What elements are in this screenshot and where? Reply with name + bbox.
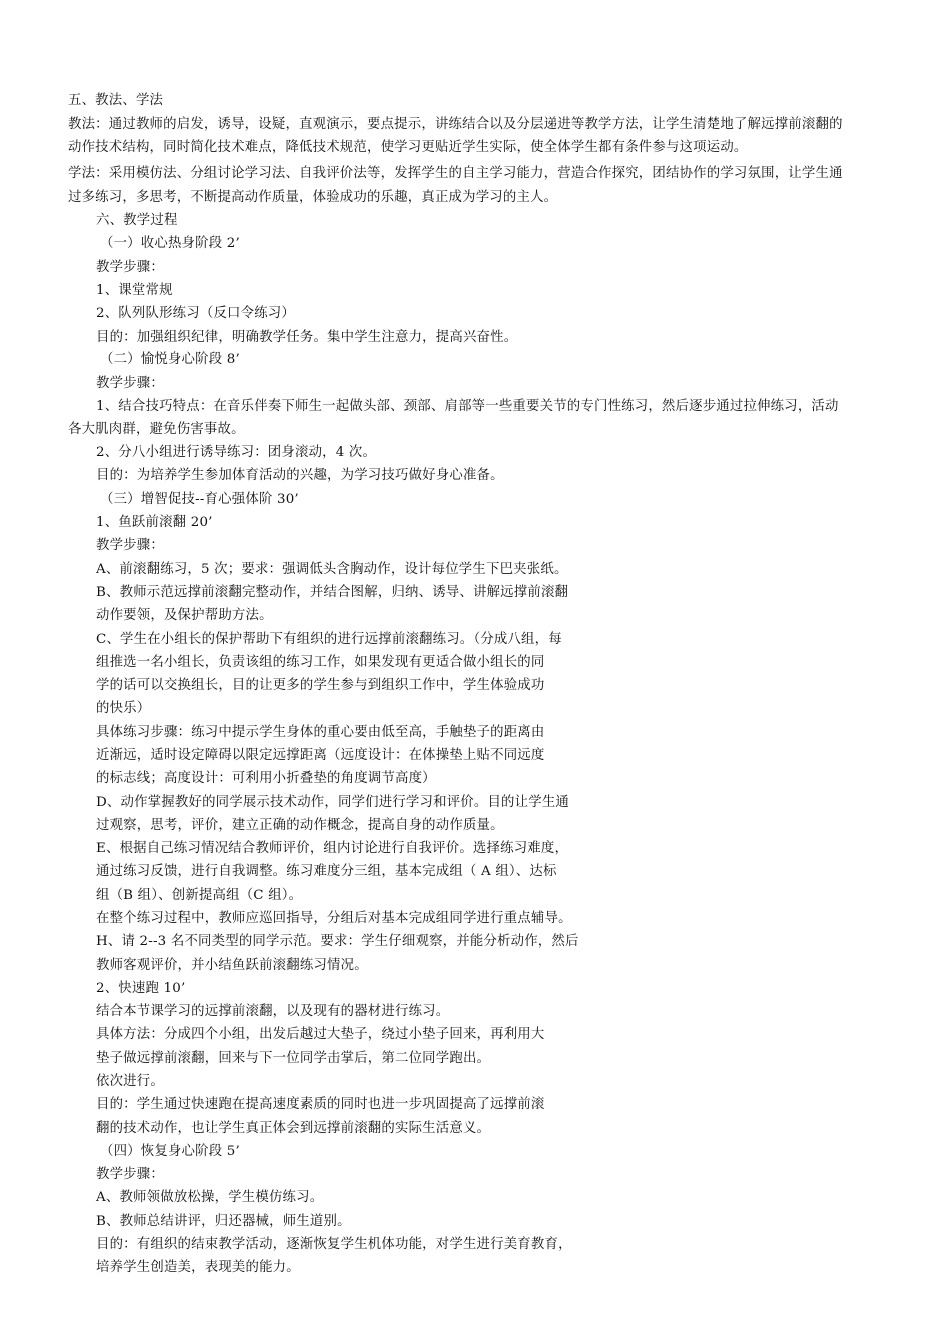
paragraph-line: 教学步骤： (96, 1167, 164, 1182)
paragraph-line: 学的话可以交换组长，目的让更多的学生参与到组织工作中，学生体验成功 (96, 678, 545, 693)
stage-heading: （一）收心热身阶段 2’ (100, 236, 240, 251)
paragraph-line: 2、快速跑 10’ (96, 981, 186, 996)
paragraph-line: 通过练习反馈，进行自我调整。练习难度分三组，基本完成组（ A 组）、达标 (96, 864, 557, 879)
paragraph-line: 2、队列队形练习（反口令练习） (96, 306, 295, 321)
paragraph-line: A、前滚翻练习，5 次；要求：强调低头含胸动作，设计每位学生下巴夹张纸。 (96, 562, 568, 577)
paragraph-line: 1、课堂常规 (96, 283, 173, 298)
paragraph-line: A、教师领做放松操，学生模仿练习。 (96, 1190, 324, 1205)
paragraph-line: 1、结合技巧特点：在音乐伴奏下师生一起做头部、颈部、肩部等一些重要关节的专门性练习，然后逐步通过拉伸练习，活动 (96, 399, 839, 414)
paragraph-line: 目的：学生通过快速跑在提高速度素质的同时也进一步巩固提高了远撑前滚 (96, 1097, 545, 1112)
paragraph-line: 动作技术结构，同时简化技术难点，降低技术规范，使学习更贴近学生实际，使全体学生都有条件参与这项运动。 (68, 140, 748, 155)
paragraph-line: 学法：采用模仿法、分组讨论学习法、自我评价法等，发挥学生的自主学习能力，营造合作探究，团结协作的学习氛围，让学生通 (68, 166, 843, 181)
paragraph-line: 1、鱼跃前滚翻 20’ (96, 515, 213, 530)
paragraph-line: C、学生在小组长的保护帮助下有组织的进行远撑前滚翻练习。（分成八组，每 (96, 632, 562, 647)
paragraph-line: H、请 2--3 名不同类型的同学示范。要求：学生仔细观察，并能分析动作，然后 (96, 934, 579, 949)
paragraph-line: 教学步骤： (96, 538, 164, 553)
paragraph-line: 的标志线；高度设计：可利用小折叠垫的角度调节高度） (96, 771, 436, 786)
stage-heading: （三）增智促技--育心强体阶 30’ (100, 492, 299, 507)
stage-heading: （四）恢复身心阶段 5’ (100, 1144, 240, 1159)
paragraph-line: 各大肌肉群，避免伤害事故。 (68, 422, 245, 437)
paragraph-line: 近渐远，适时设定障碍以限定远撑距离（远度设计：在体操垫上贴不同远度 (96, 748, 545, 763)
paragraph-line: 组（B 组）、创新提高组（C 组）。 (96, 888, 303, 903)
paragraph-line: 教法：通过教师的启发，诱导，设疑，直观演示，要点提示，讲练结合以及分层递进等教学方法，让学生清楚地了解远撑前滚翻的 (68, 117, 843, 132)
section-heading-process: 六、教学过程 (96, 213, 178, 228)
paragraph-line: B、教师总结讲评，归还器械，师生道别。 (96, 1214, 351, 1229)
paragraph-line: 目的：为培养学生参加体育活动的兴趣，为学习技巧做好身心准备。 (96, 468, 504, 483)
paragraph-line: 垫子做远撑前滚翻，回来与下一位同学击掌后，第二位同学跑出。 (96, 1051, 491, 1066)
paragraph-line: 结合本节课学习的远撑前滚翻，以及现有的器材进行练习。 (96, 1004, 450, 1019)
paragraph-line: 目的：加强组织纪律，明确教学任务。集中学生注意力，提高兴奋性。 (96, 330, 518, 345)
paragraph-line: E、根据自己练习情况结合教师评价，组内讨论进行自我评价。选择练习难度， (96, 841, 569, 856)
paragraph-line: 2、分八小组进行诱导练习：团身滚动，4 次。 (96, 445, 377, 460)
section-heading-methods: 五、教法、学法 (68, 93, 164, 108)
paragraph-line: 在整个练习过程中，教师应巡回指导，分组后对基本完成组同学进行重点辅导。 (96, 911, 572, 926)
paragraph-line: 过多练习，多思考，不断提高动作质量，体验成功的乐趣，真正成为学习的主人。 (68, 190, 558, 205)
paragraph-line: B、教师示范远撑前滚翻完整动作，并结合图解，归纳、诱导、讲解远撑前滚翻 (96, 585, 569, 600)
paragraph-line: 组推选一名小组长，负责该组的练习工作，如果发现有更适合做小组长的同 (96, 655, 545, 670)
stage-heading: （二）愉悦身心阶段 8’ (100, 352, 240, 367)
paragraph-line: 教学步骤： (96, 376, 164, 391)
paragraph-line: 教师客观评价，并小结鱼跃前滚翻练习情况。 (96, 958, 368, 973)
paragraph-line: 过观察，思考，评价，建立正确的动作概念，提高自身的动作质量。 (96, 818, 504, 833)
paragraph-line: 目的：有组织的结束教学活动，逐渐恢复学生机体功能，对学生进行美育教育， (96, 1237, 572, 1252)
paragraph-line: 培养学生创造美，表现美的能力。 (96, 1260, 300, 1275)
paragraph-line: D、动作掌握教好的同学展示技术动作，同学们进行学习和评价。目的让学生通 (96, 795, 570, 810)
paragraph-line: 翻的技术动作，也让学生真正体会到远撑前滚翻的实际生活意义。 (96, 1121, 491, 1136)
paragraph-line: 教学步骤： (96, 260, 164, 275)
paragraph-line: 依次进行。 (96, 1074, 164, 1089)
paragraph-line: 的快乐） (96, 701, 151, 716)
paragraph-line: 动作要领，及保护帮助方法。 (96, 608, 273, 623)
paragraph-line: 具体练习步骤：练习中提示学生身体的重心要由低至高，手触垫子的距离由 (96, 725, 545, 740)
paragraph-line: 具体方法：分成四个小组，出发后越过大垫子，绕过小垫子回来，再利用大 (96, 1027, 545, 1042)
